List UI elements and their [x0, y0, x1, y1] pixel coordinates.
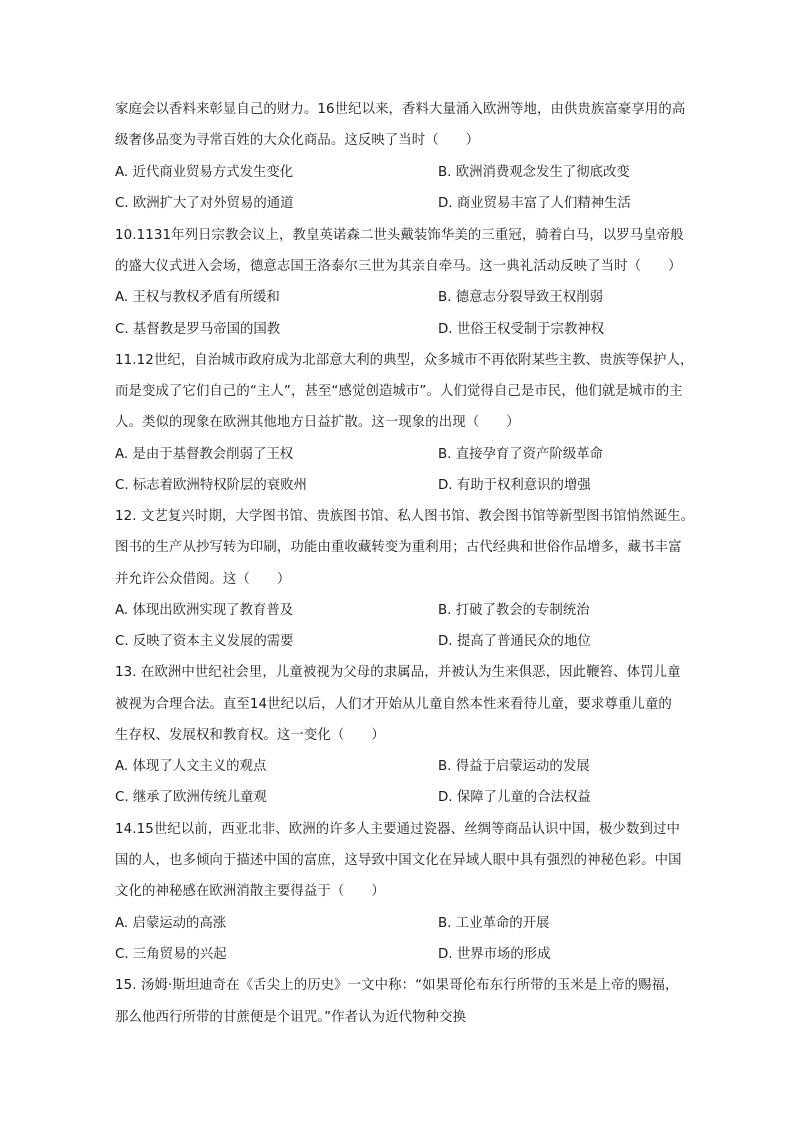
q9-option-a: A. 近代商业贸易方式发生变化: [115, 165, 294, 180]
q12-option-c: C. 反映了资本主义发展的需要: [115, 634, 294, 649]
q12-option-b: B. 打破了教会的专制统治: [438, 603, 590, 618]
q12-option-d: D. 提高了普通民众的地位: [438, 634, 591, 649]
q11-stem-line-2: 而是变成了它们自己的“主人”，甚至“感觉创造城市”。人们觉得自己是市民，他们就是城市的主: [115, 384, 683, 399]
q13-stem-line-1: 13. 在欧洲中世纪社会里，儿童被视为父母的隶属品，并被认为生来俱恶，因此鞭笞、体罚儿童: [115, 665, 681, 680]
q14-option-c: C. 三角贸易的兴起: [115, 947, 227, 962]
q10-option-b: B. 德意志分裂导致王权削弱: [438, 290, 603, 305]
q14-stem-line-2: 国的人，也多倾向于描述中国的富庶，这导致中国文化在异域人眼中具有强烈的神秘色彩。中国: [115, 853, 682, 868]
q13-stem-line-2: 被视为合理合法。直至14世纪以后，人们才开始从儿童自然本性来看待儿童，要求尊重儿童的: [115, 697, 672, 712]
q13-option-b: B. 得益于启蒙运动的发展: [438, 759, 590, 774]
q9-option-d: D. 商业贸易丰富了人们精神生活: [438, 196, 631, 211]
q10-option-c: C. 基督教是罗马帝国的国教: [115, 322, 281, 337]
q13-option-c: C. 继承了欧洲传统儿童观: [115, 790, 267, 805]
q11-option-d: D. 有助于权利意识的增强: [438, 478, 591, 493]
q9-option-b: B. 欧洲消费观念发生了彻底改变: [438, 165, 630, 180]
q13-option-a: A. 体现了人文主义的观点: [115, 759, 267, 774]
q10-stem-line-2: 的盛大仪式进入会场，德意志国王洛泰尔三世为其亲自牵马。这一典礼活动反映了当时（ ）: [115, 259, 682, 274]
q9-stem-line-2: 级奢侈品变为寻常百姓的大众化商品。这反映了当时（ ）: [115, 133, 480, 148]
q14-option-a: A. 启蒙运动的高涨: [115, 916, 227, 931]
q14-option-b: B. 工业革命的开展: [438, 916, 550, 931]
q12-stem-line-2: 图书的生产从抄写转为印刷，功能由重收藏转变为重利用；古代经典和世俗作品增多，藏书丰富: [115, 540, 682, 555]
q14-option-d: D. 世界市场的形成: [438, 947, 551, 962]
q15-stem-line-2: 那么他西行所带的甘蔗便是个诅咒。”作者认为近代物种交换: [115, 1010, 467, 1025]
q11-stem-line-1: 11.12世纪，自治城市政府成为北部意大利的典型，众多城市不再依附某些主教、贵族等保护人，: [115, 353, 694, 368]
q12-stem-line-1: 12. 文艺复兴时期，大学图书馆、贵族图书馆、私人图书馆、教会图书馆等新型图书馆悄然诞生。: [115, 509, 695, 524]
q10-option-a: A. 王权与教权矛盾有所缓和: [115, 290, 280, 305]
q11-option-b: B. 直接孕育了资产阶级革命: [438, 447, 603, 462]
q10-option-d: D. 世俗王权受制于宗教神权: [438, 322, 605, 337]
q14-stem-line-3: 文化的神秘感在欧洲消散主要得益于（ ）: [115, 884, 385, 899]
q12-stem-line-3: 并允许公众借阅。这（ ）: [115, 572, 291, 587]
q12-option-a: A. 体现出欧洲实现了教育普及: [115, 603, 294, 618]
q11-stem-line-3: 人。类似的现象在欧洲其他地方日益扩散。这一现象的出现（ ）: [115, 415, 520, 430]
q13-stem-line-3: 生存权、发展权和教育权。这一变化（ ）: [115, 728, 385, 743]
q15-stem-line-1: 15. 汤姆·斯坦迪奇在《舌尖上的历史》一文中称：“如果哥伦布东行所带的玉米是上帝的赐福，: [115, 978, 679, 993]
q13-option-d: D. 保障了儿童的合法权益: [438, 790, 591, 805]
q11-option-a: A. 是由于基督教会削弱了王权: [115, 447, 294, 462]
q11-option-c: C. 标志着欧洲特权阶层的衰败州: [115, 478, 307, 493]
q9-stem-line-1: 家庭会以香料来彰显自己的财力。16世纪以来，香料大量涌入欧洲等地，由供贵族富豪享用的高: [115, 102, 686, 117]
q14-stem-line-1: 14.15世纪以前，西亚北非、欧洲的许多人主要通过瓷器、丝绸等商品认识中国，极少数到过中: [115, 822, 680, 837]
q9-option-c: C. 欧洲扩大了对外贸易的通道: [115, 196, 294, 211]
q10-stem-line-1: 10.1131年列日宗教会议上，教皇英诺森二世头戴装饰华美的三重冠，骑着白马，以罗马皇帝般: [115, 228, 684, 243]
